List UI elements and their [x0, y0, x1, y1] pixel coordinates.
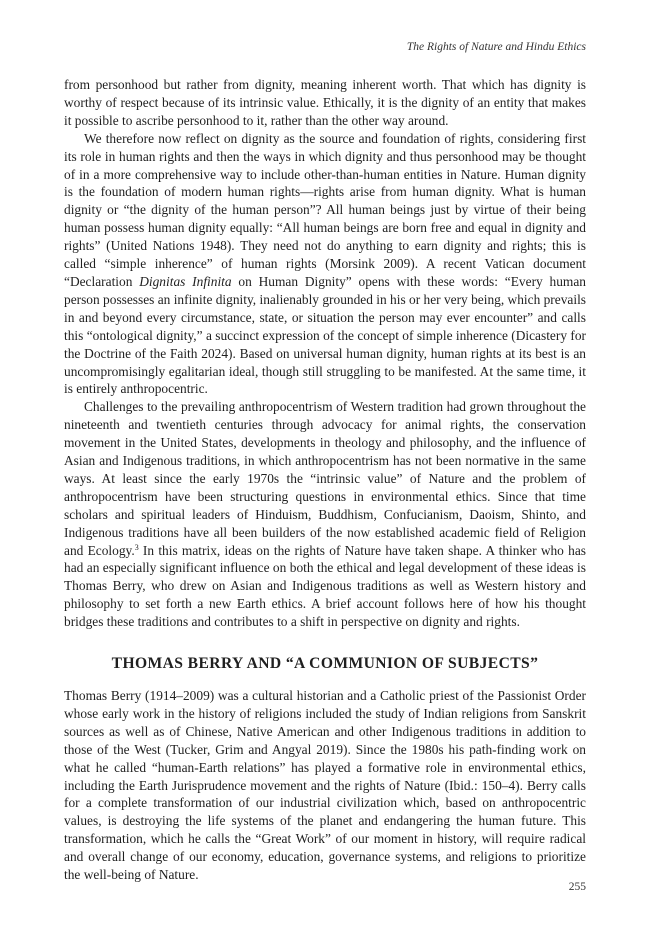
running-head: The Rights of Nature and Hindu Ethics [406, 41, 586, 53]
paragraph-2 [64, 130, 586, 399]
paragraph-3-part-a: Challenges to the prevailing anthropocentrism of Western tradition had grown throughout the nineteenth and twentieth centuries through advocacy for animal rights, the conservation movement in the United States, developments in theology and philosophy, and the influence of Asian and Indigenous traditions, in which anthropocentrism has not been normative in the same ways. At least since the early 1970s the “intrinsic value” of Nature and the problem of anthropocentrism have been structuring questions in environmental ethics. Since that time scholars and spiritual leaders of Hinduism, Buddhism, Confucianism, Daoism, Shinto, and Indigenous traditions have all been builders of the now established academic field of Religion and Ecology. [64, 399, 586, 558]
paragraph-2-part-b: on Human Dignity” opens with these words: “Every human person possesses an infinite dignity, inalienably grounded in his or her very being, which prevails in and beyond every circumstance, state, or situation the person may ever encounter” and calls this “ontological dignity,” a succinct expression of the concept of simple inherence (Dicastery for the Doctrine of the Faith 2024). Based on universal human dignity, human rights at its best is an uncompromisingly egalitarian ideal, though still struggling to be manifested. At the same time, it is entirely anthropocentric. [64, 273, 586, 397]
body-text [64, 76, 586, 884]
paragraph-3 [64, 398, 586, 631]
paragraph-3-part-b: In this matrix, ideas on the rights of Nature have taken shape. A thinker who has had an especially significant influence on both the ethical and legal development of these ideas is Thomas Berry, who drew on Asian and Indigenous traditions as well as Western history and philosophy to set forth a new Earth ethics. A brief account follows here of how his thought bridges these traditions and contributes to a shift in perspective on dignity and rights. [64, 542, 586, 630]
paragraph-1: from personhood but rather from dignity, meaning inherent worth. That which has dignity is worthy of respect because of its intrinsic value. Ethically, it is the dignity of an entity that makes it possible to ascribe personhood to it, rather than the other way around. [64, 77, 586, 128]
section-heading: THOMAS BERRY AND “A COMMUNION OF SUBJECTS” [111, 655, 539, 673]
document-title-italic: Dignitas Infinita [139, 273, 232, 289]
footnote-marker[interactable]: 3 [134, 542, 139, 552]
page-number: 255 [568, 881, 586, 893]
paragraph-2-part-a: We therefore now reflect on dignity as the source and foundation of rights, considering first its role in human rights and then the ways in which dignity and thus personhood may be thought of in a more comprehensive way to include other-than-human entities in Nature. Human dignity is the foundation of modern human rights—rights arise from human dignity. What is human dignity or “the dignity of the human person”? All human beings just by virtue of their being human possess human dignity equally: “All human beings are born free and equal in dignity and rights” (United Nations 1948). They need not do anything to earn dignity and rights; this is called “simple inherence” of human rights (Morsink 2009). A recent Vatican document “Declaration [64, 130, 586, 289]
paragraph-4: Thomas Berry (1914–2009) was a cultural historian and a Catholic priest of the Passionist Order whose early work in the history of religions included the study of Indian religions from Sanskrit sources as well as of Chinese, Native American and other Indigenous traditions in addition to those of the West (Tucker, Grim and Angyal 2019). Since the 1980s his path-finding work on what he called “human-Earth relations” has played a formative role in environmental ethics, including the Earth Jurisprudence movement and the rights of Nature (Ibid.: 150–4). Berry calls for a complete transformation of our industrial civilization which, based on anthropocentric values, is destroying the life systems of the planet and endangering the human future. This transformation, which he calls the “Great Work” of our moment in history, will require radical and overall change of our economy, education, governance systems, and religions to prioritize the well-being of Nature. [64, 688, 586, 883]
